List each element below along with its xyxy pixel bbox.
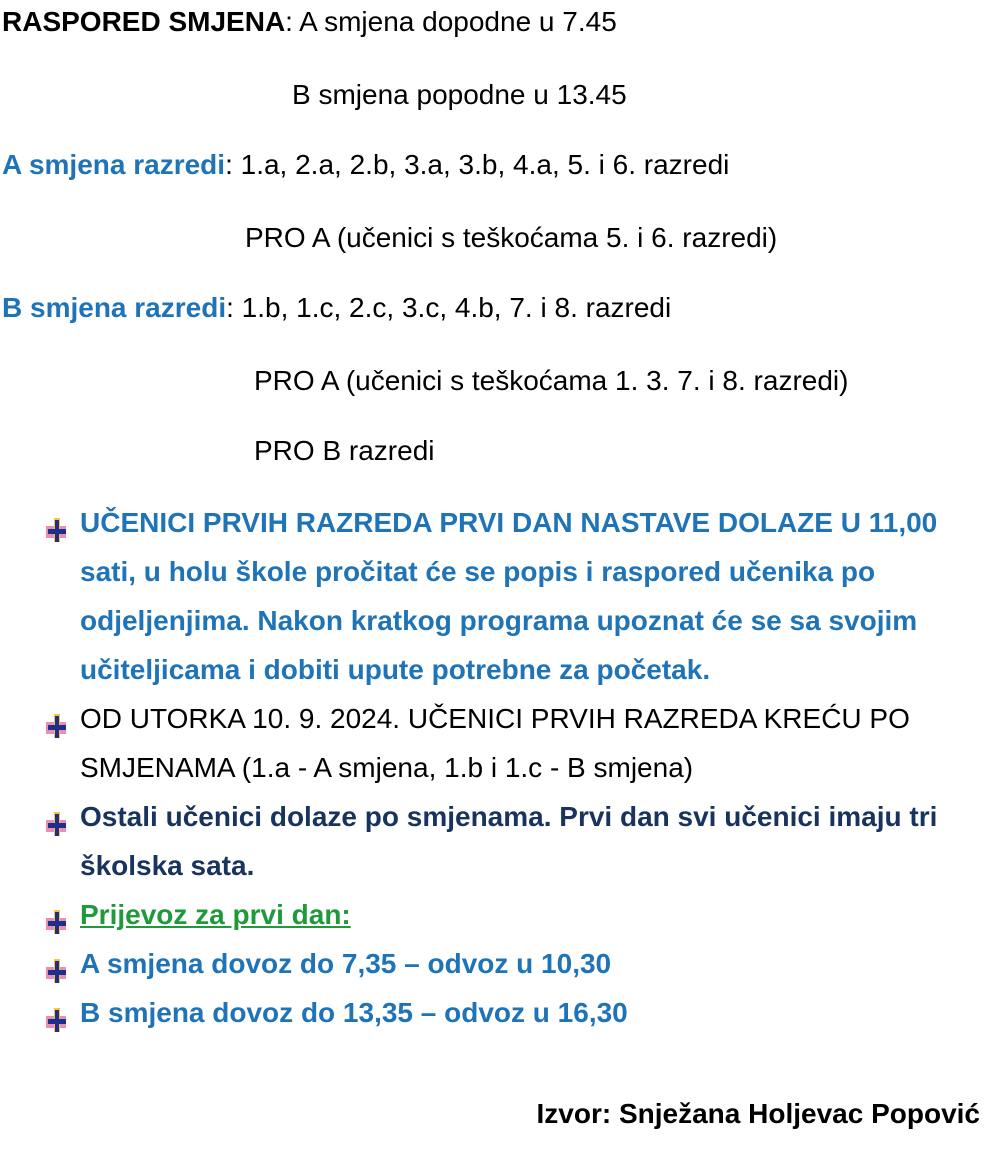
b-shift-transport: B smjena dovoz do 13,35 – odvoz u 16,30	[80, 997, 628, 1028]
list-item	[40, 890, 990, 939]
a-shift-time: : A smjena dopodne u 7.45	[285, 6, 617, 37]
b-shift-label: B smjena razredi	[2, 292, 227, 323]
a-shift-pro: PRO A (učenici s teškoćama 5. i 6. razredi)	[245, 222, 778, 253]
a-shift-label: A smjena razredi	[2, 149, 226, 180]
plus-bullet-icon	[40, 509, 70, 535]
list-item	[40, 792, 990, 890]
list-item	[40, 694, 990, 792]
title: RASPORED SMJENA	[2, 6, 286, 37]
plus-bullet-icon	[40, 950, 70, 976]
other-students-notice: Ostali učenici dolaze po smjenama. Prvi dan svi učenici imaju tri školska sata.	[80, 801, 938, 881]
a-shift-line	[2, 148, 729, 182]
b-shift-time: B smjena popodne u 13.45	[292, 79, 627, 110]
transport-heading: Prijevoz za prvi dan:	[80, 899, 351, 930]
bullet-list	[40, 498, 990, 1037]
list-item	[40, 988, 990, 1037]
source-credit: Izvor: Snježana Holjevac Popović	[536, 1098, 980, 1129]
list-item	[40, 939, 990, 988]
a-shift-transport: A smjena dovoz do 7,35 – odvoz u 10,30	[80, 948, 612, 979]
b-shift-classes: : 1.b, 1.c, 2.c, 3.c, 4.b, 7. i 8. razredi	[226, 292, 672, 323]
tuesday-notice: OD UTORKA 10. 9. 2024. UČENICI PRVIH RAZREDA KREĆU PO SMJENAMA (1.a - A smjena, 1.b i 1.c - B smjena)	[80, 703, 910, 783]
a-shift-classes: : 1.a, 2.a, 2.b, 3.a, 3.b, 4.a, 5. i 6. razredi	[225, 149, 730, 180]
b-shift-line	[2, 291, 671, 325]
first-grade-notice: UČENICI PRVIH RAZREDA PRVI DAN NASTAVE DOLAZE U 11,00 sati, u holu škole pročitat će se popis i raspored učenika po odjeljenjima. Nakon kratkog programa upoznat će se sa svojim učiteljicama i dobiti upute potrebne za početak.	[80, 507, 938, 685]
b-shift-pro-a: PRO A (učenici s teškoćama 1. 3. 7. i 8. razredi)	[254, 365, 849, 396]
list-item	[40, 498, 990, 694]
b-shift-pro-b: PRO B razredi	[254, 435, 435, 466]
plus-bullet-icon	[40, 901, 70, 927]
plus-bullet-icon	[40, 803, 70, 829]
title-line	[2, 5, 617, 39]
plus-bullet-icon	[40, 999, 70, 1025]
plus-bullet-icon	[40, 705, 70, 731]
